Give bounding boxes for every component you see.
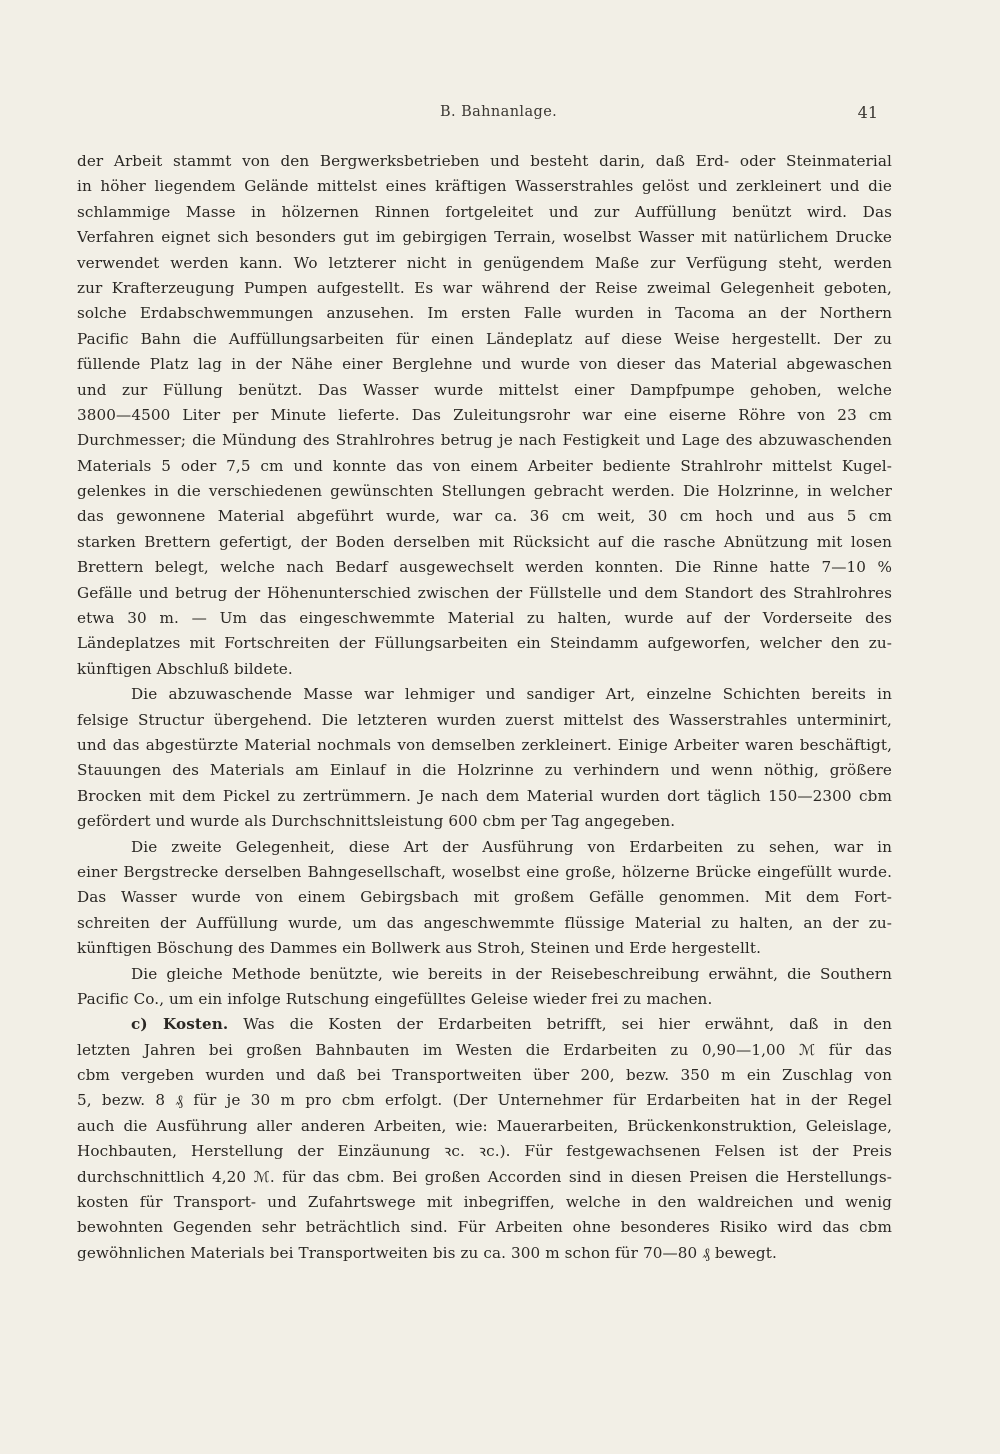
text-line: Brocken mit dem Pickel zu zertrümmern. Je nach dem Material wurden dort täglich 150—2300 cbm (77, 786, 892, 805)
running-head-title: B. Bahnanlage. (440, 104, 558, 120)
running-head (0, 104, 1000, 128)
text-line: künftigen Böschung des Dammes ein Bollwerk aus Stroh, Steinen und Erde hergestellt. (77, 939, 761, 958)
text-line: Stauungen des Materials am Einlauf in die Holzrinne zu verhindern und wenn nöthig, größere (77, 761, 892, 780)
text-line: Pacific Co., um ein infolge Rutschung eingefülltes Geleise wieder frei zu machen. (77, 989, 713, 1008)
text-line: zur Krafterzeugung Pumpen aufgestellt. Es war während der Reise zweimal Gelegenheit geboten, (77, 278, 892, 297)
text-line: letzten Jahren bei großen Bahnbauten im Westen die Erdarbeiten zu 0,90—1,00 ℳ für das (77, 1040, 892, 1059)
text-line: cbm vergeben wurden und daß bei Transportweiten über 200, bezw. 350 m ein Zuschlag von (77, 1066, 892, 1085)
text-line: Brettern belegt, welche nach Bedarf ausgewechselt werden konnten. Die Rinne hatte 7—10 % (77, 558, 892, 577)
text-line: gewöhnlichen Materials bei Transportweiten bis zu ca. 300 m schon für 70—80 ₰ bewegt. (77, 1243, 777, 1262)
text-line: der Arbeit stammt von den Bergwerksbetrieben und besteht darin, daß Erd- oder Steinmaterial (77, 152, 892, 170)
text-line: durchschnittlich 4,20 ℳ. für das cbm. Bei großen Accorden sind in diesen Preisen die Herstellungs- (77, 1167, 892, 1186)
text-line: bewohnten Gegenden sehr beträchtlich sind. Für Arbeiten ohne besonderes Risiko wird das cbm (77, 1218, 892, 1237)
text-line: 3800—4500 Liter per Minute lieferte. Das Zuleitungsrohr war eine eiserne Röhre von 23 cm (77, 405, 892, 424)
text-line: künftigen Abschluß bildete. (77, 659, 293, 678)
text-line: Materials 5 oder 7,5 cm und konnte das von einem Arbeiter bediente Strahlrohr mittelst Kugel- (77, 456, 892, 475)
text-line: in höher liegendem Gelände mittelst eines kräftigen Wasserstrahles gelöst und zerkleinert und die (77, 177, 892, 196)
body-text (77, 149, 892, 1266)
text-line: Gefälle und betrug der Höhenunterschied zwischen der Füllstelle und dem Standort des Strahlrohres (77, 583, 892, 602)
text-line: 5, bezw. 8 ₰ für je 30 m pro cbm erfolgt. (Der Unternehmer für Erdarbeiten hat in der Regel (77, 1091, 892, 1110)
page-number: 41 (857, 103, 878, 122)
text-line: schreiten der Auffüllung wurde, um das angeschwemmte flüssige Material zu halten, an der zu- (77, 913, 892, 932)
text-line: Verfahren eignet sich besonders gut im gebirgigen Terrain, woselbst Wasser mit natürlichem Drucke (77, 228, 892, 247)
text-line: Das Wasser wurde von einem Gebirgsbach mit großem Gefälle genommen. Mit dem Fort- (77, 888, 892, 907)
text-line: Ländeplatzes mit Fortschreiten der Füllungsarbeiten ein Steindamm aufgeworfen, welcher den zu- (77, 634, 892, 653)
text-line: auch die Ausführung aller anderen Arbeiten, wie: Mauerarbeiten, Brückenkonstruktion, Geleislage, (77, 1116, 892, 1135)
section-heading-kosten: c) Kosten. (131, 1015, 229, 1034)
text-line: starken Brettern gefertigt, der Boden derselben mit Rücksicht auf die rasche Abnützung mit losen (77, 532, 892, 551)
text-line: Durchmesser; die Mündung des Strahlrohres betrug je nach Festigkeit und Lage des abzuwaschenden (77, 431, 892, 450)
text-line: füllende Platz lag in der Nähe einer Berglehne und wurde von dieser das Material abgewaschen (77, 355, 892, 374)
text-line: Die gleiche Methode benützte, wie bereits in der Reisebeschreibung erwähnt, die Southern (131, 964, 892, 983)
section-line-kosten (77, 1012, 892, 1037)
text-line: schlammige Masse in hölzernen Rinnen fortgeleitet und zur Auffüllung benützt wird. Das (77, 202, 892, 221)
text-line: gelenkes in die verschiedenen gewünschten Stellungen gebracht werden. Die Holzrinne, in welcher (77, 482, 892, 501)
text-line: verwendet werden kann. Wo letzterer nicht in genügendem Maße zur Verfügung steht, werden (77, 253, 892, 272)
text-line: felsige Structur übergehend. Die letzteren wurden zuerst mittelst des Wasserstrahles unterminirt, (77, 710, 892, 729)
text-line: das gewonnene Material abgeführt wurde, war ca. 36 cm weit, 30 cm hoch und aus 5 cm (77, 507, 892, 526)
text-line: Pacific Bahn die Auffüllungsarbeiten für einen Ländeplatz auf diese Weise hergestellt. Der zu (77, 329, 892, 348)
text-line: Die abzuwaschende Masse war lehmiger und sandiger Art, einzelne Schichten bereits in (131, 685, 892, 704)
text-line: Die zweite Gelegenheit, diese Art der Ausführung von Erdarbeiten zu sehen, war in (131, 837, 892, 856)
text-line: Hochbauten, Herstellung der Einzäunung ꝛc. ꝛc.). Für festgewachsenen Felsen ist der Preis (77, 1142, 892, 1161)
text-line: und zur Füllung benützt. Das Wasser wurde mittelst einer Dampfpumpe gehoben, welche (77, 380, 892, 399)
text-run: Was die Kosten der Erdarbeiten betrifft, sei hier erwähnt, daß in den (243, 1015, 892, 1034)
text-line: etwa 30 m. — Um das eingeschwemmte Material zu halten, wurde auf der Vorderseite des (77, 609, 892, 628)
text-line: solche Erdabschwemmungen anzusehen. Im ersten Falle wurden in Tacoma an der Northern (77, 304, 892, 323)
text-line: gefördert und wurde als Durchschnittsleistung 600 cbm per Tag angegeben. (77, 812, 676, 831)
text-line: kosten für Transport- und Zufahrtswege mit inbegriffen, welche in den waldreichen und wenig (77, 1193, 892, 1212)
text-line: und das abgestürzte Material nochmals von demselben zerkleinert. Einige Arbeiter waren beschäftigt, (77, 735, 892, 754)
text-line: einer Bergstrecke derselben Bahngesellschaft, woselbst eine große, hölzerne Brücke eingefüllt wurde. (77, 862, 892, 881)
